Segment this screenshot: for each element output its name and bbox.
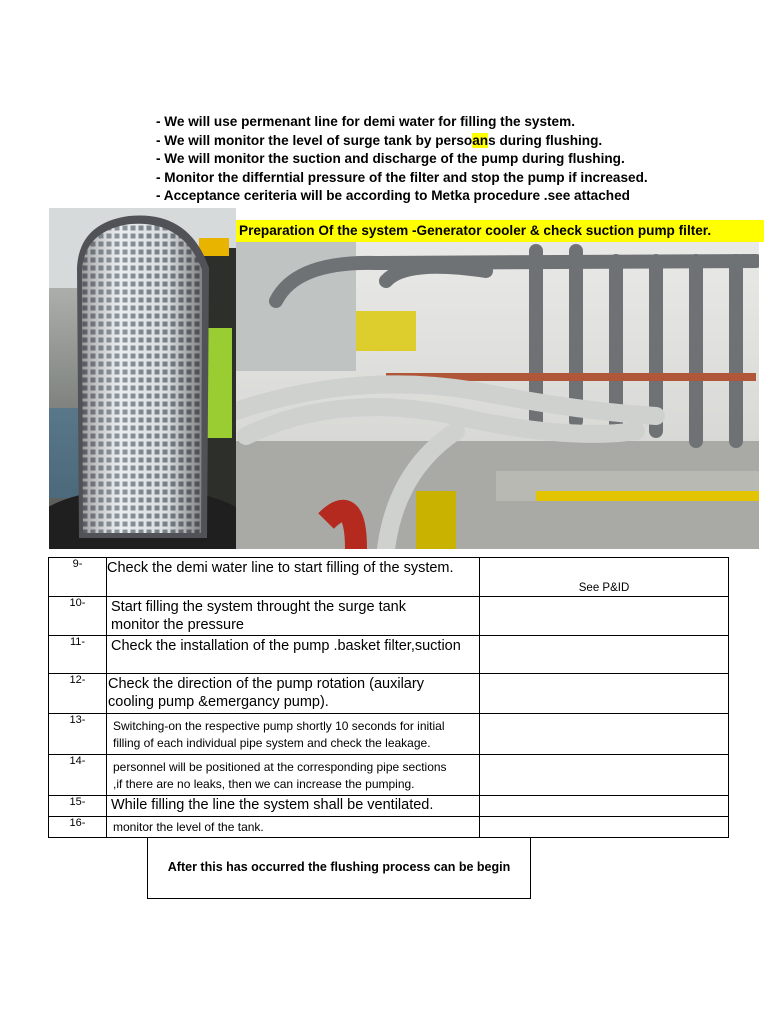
table-row: [49, 817, 729, 838]
step-number: 16-: [49, 817, 107, 838]
table-row: [49, 597, 729, 636]
step-description: Check the demi water line to start filling of the system.: [107, 558, 480, 597]
table-row: [49, 674, 729, 714]
step-number: 11-: [49, 636, 107, 674]
closing-note-box: [147, 838, 531, 899]
step-reference: [480, 817, 729, 838]
bullet-line: - Acceptance ceriteria will be according to Metka procedure .see attached: [156, 188, 630, 204]
step-number: 10-: [49, 597, 107, 636]
bullet-line: - We will monitor the level of surge tank by persoans during flushing.: [156, 132, 603, 148]
table-row: [49, 714, 729, 755]
step-reference: [480, 636, 729, 674]
basket-filter-photo: [49, 208, 236, 549]
step-number: 15-: [49, 796, 107, 817]
table-row: [49, 636, 729, 674]
step-number: 13-: [49, 714, 107, 755]
step-number: 14-: [49, 755, 107, 796]
step-number: 9-: [49, 558, 107, 597]
highlighted-text: an: [472, 132, 489, 148]
piping-system-photo: [236, 241, 759, 549]
step-reference: [480, 755, 729, 796]
step-reference: See P&ID: [480, 558, 729, 597]
table-row: [49, 755, 729, 796]
step-number: 12-: [49, 674, 107, 714]
step-description: Check the installation of the pump .basket filter,suction: [107, 636, 480, 674]
steps-table: [48, 557, 729, 838]
bullet-notes: [156, 113, 756, 206]
step-description: Check the direction of the pump rotation (auxilary cooling pump &emergancy pump).: [107, 674, 480, 714]
step-reference: [480, 597, 729, 636]
step-reference: [480, 796, 729, 817]
table-row: [49, 796, 729, 817]
step-reference: [480, 714, 729, 755]
step-description: While filling the line the system shall be ventilated.: [107, 796, 480, 817]
closing-note: After this has occurred the flushing process can be begin: [167, 860, 511, 874]
bullet-line: - We will monitor the suction and discharge of the pump during flushing.: [156, 151, 625, 167]
step-reference: [480, 674, 729, 714]
step-description: monitor the level of the tank.: [107, 817, 480, 838]
step-description: Switching-on the respective pump shortly 10 seconds for initial filling of each individual pipe system and check the leakage.: [107, 714, 480, 755]
step-description: Start filling the system throught the surge tank monitor the pressure: [107, 597, 480, 636]
bullet-line: - Monitor the differntial pressure of the filter and stop the pump if increased.: [156, 169, 648, 185]
preparation-title: Preparation Of the system -Generator cooler & check suction pump filter.: [236, 220, 764, 242]
table-row: [49, 558, 729, 597]
step-description: personnel will be positioned at the corresponding pipe sections ,if there are no leaks, then we can increase the pumping.: [107, 755, 480, 796]
bullet-line: - We will use permenant line for demi water for filling the system.: [156, 114, 575, 129]
